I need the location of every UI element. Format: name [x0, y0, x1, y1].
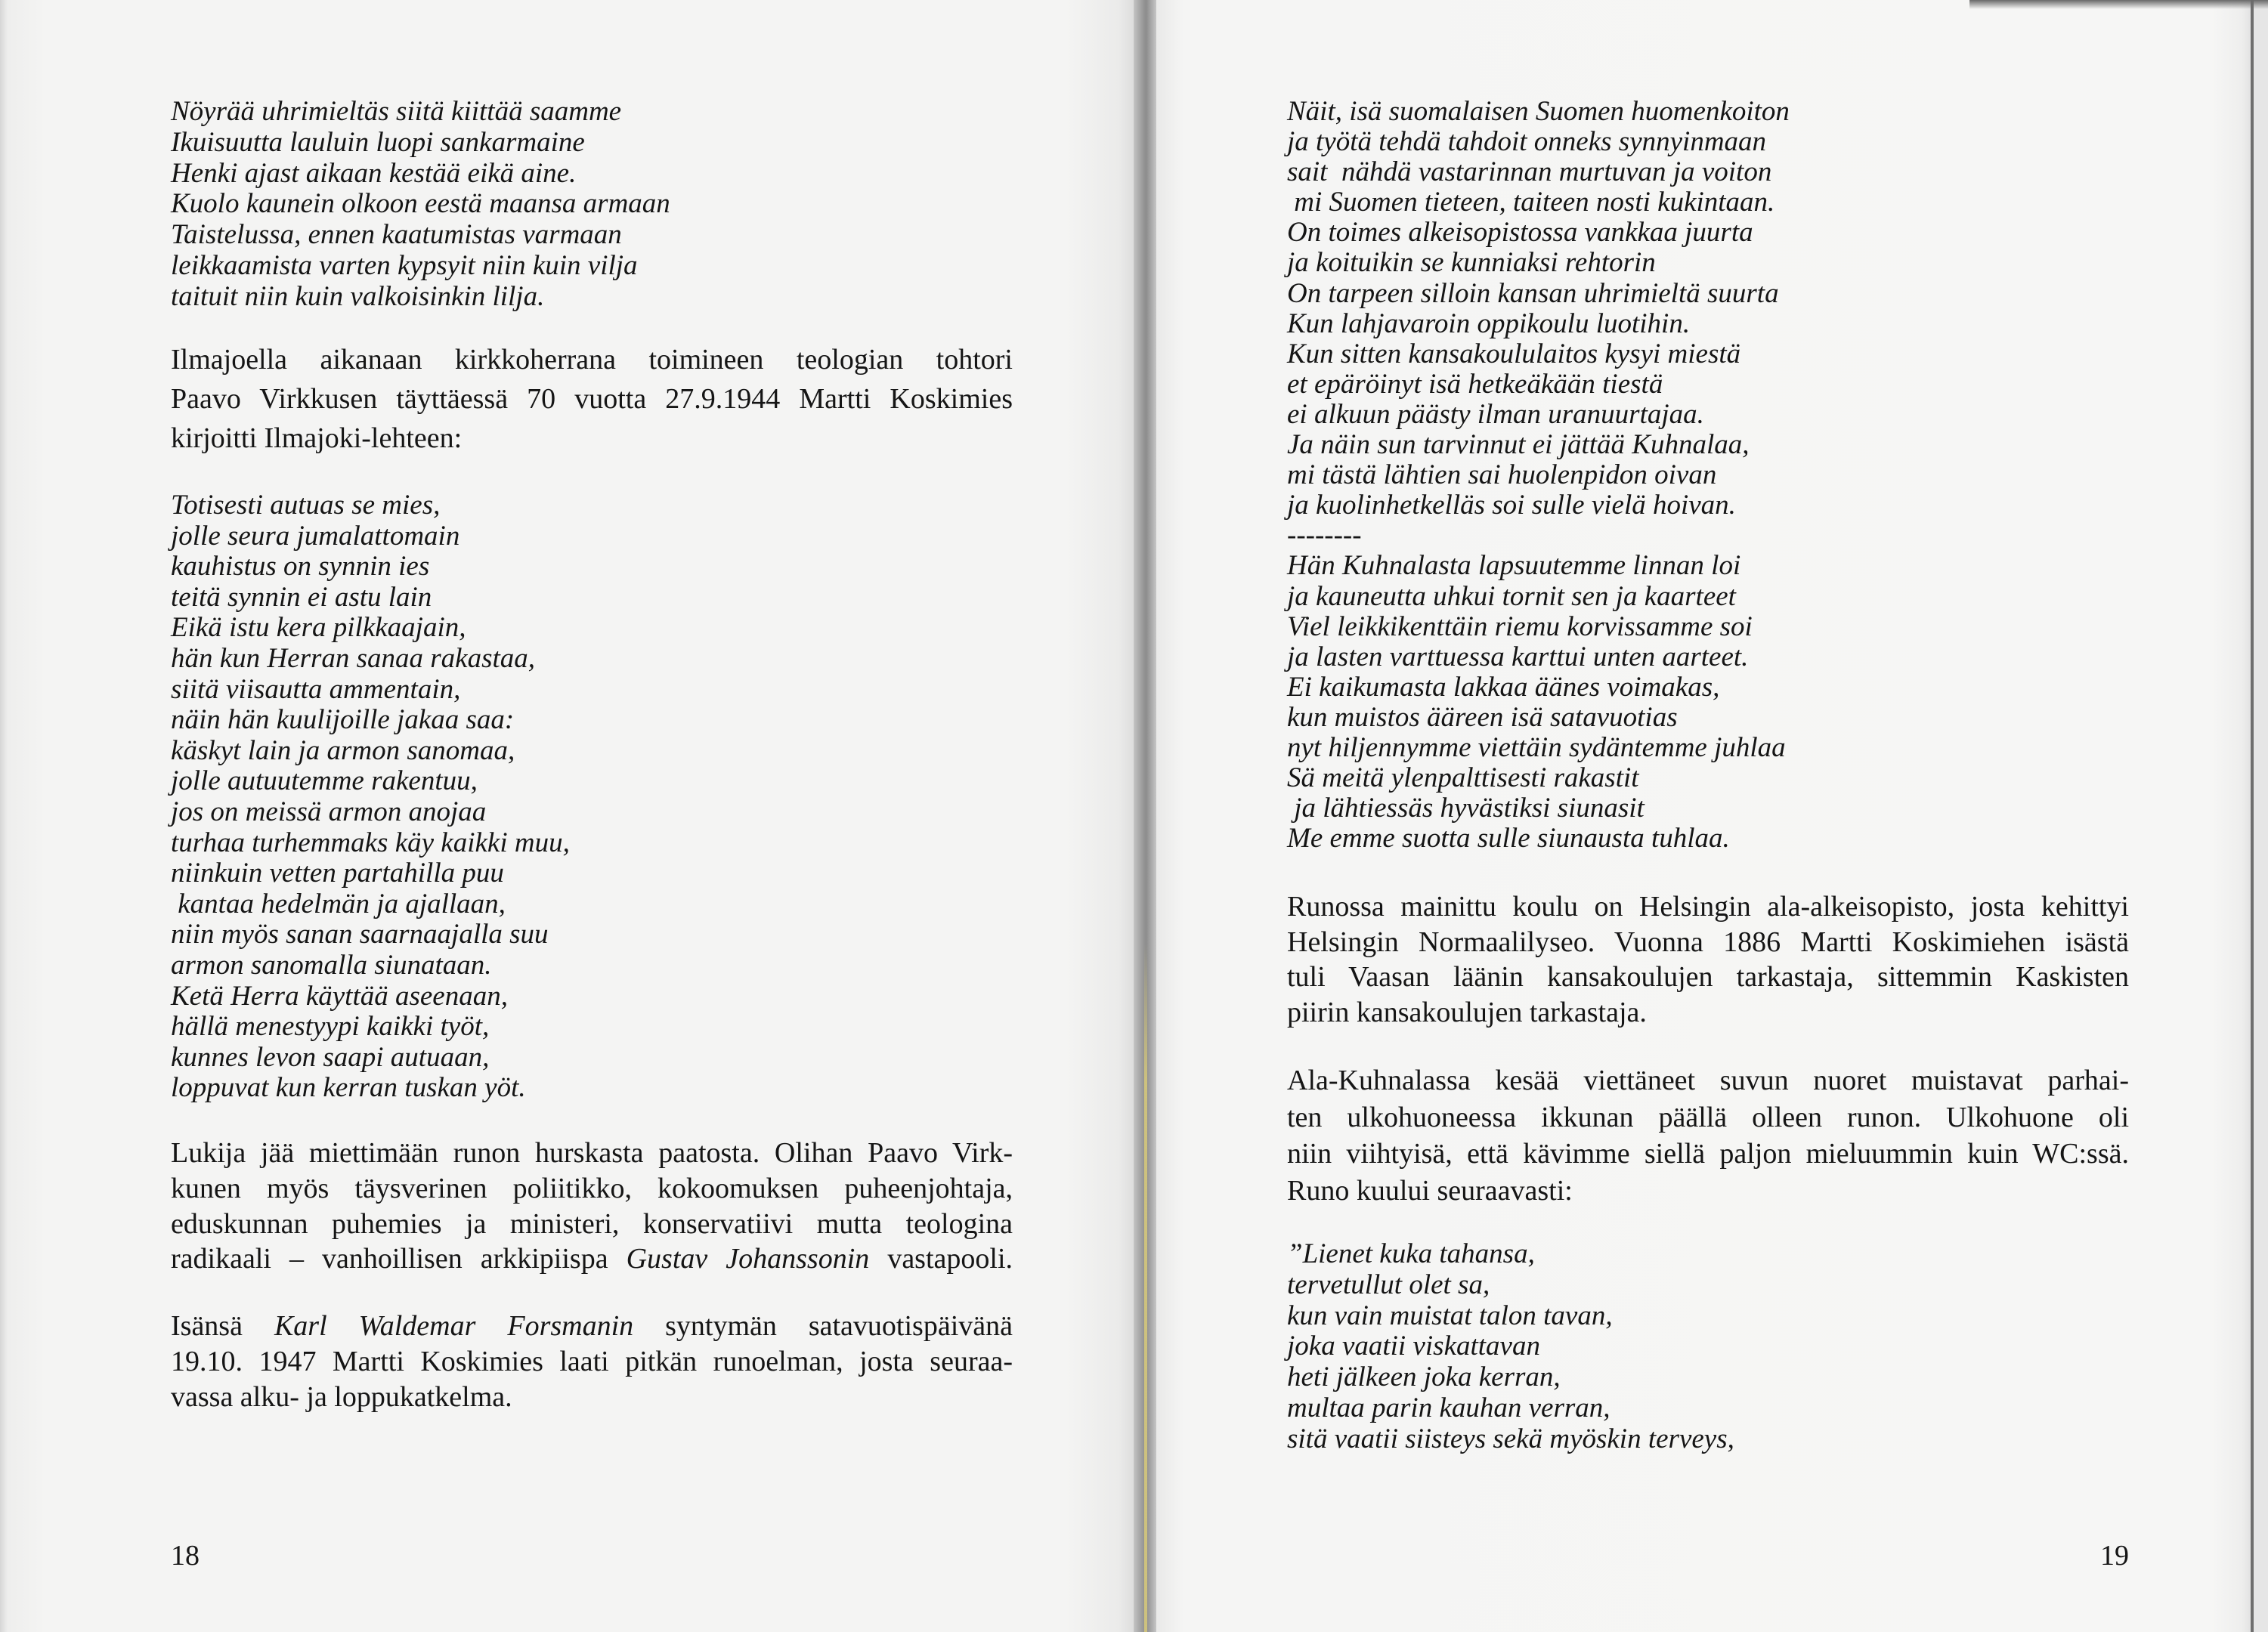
- outhouse-poem: [1287, 1239, 2129, 1455]
- text-segment: Isänsä: [171, 1310, 274, 1342]
- paragraph-line: kirjoitti Ilmajoki-lehteen:: [171, 422, 463, 454]
- page-edge-margin: [2254, 0, 2268, 1632]
- poem-line: Henki ajast aikaan kestää eikä aine.: [171, 157, 577, 189]
- poem-line: niinkuin vetten partahilla puu: [171, 858, 504, 889]
- paragraph-line: kunen myös täysverinen poliitikko, kokoomuksen puheenjohtaja,: [171, 1172, 1013, 1204]
- page-number: 18: [171, 1540, 200, 1572]
- paragraph-line: ten ulkohuoneessa ikkunan päällä olleen runon. Ulkohuone oli: [1287, 1101, 2129, 1133]
- poem-line: jos on meissä armon anojaa: [171, 796, 487, 827]
- poem-line: Eikä istu kera pilkkaajain,: [171, 612, 466, 644]
- paragraph-line: 19.10. 1947 Martti Koskimies laati pitkän runoelman, josta seuraa-: [171, 1345, 1013, 1377]
- paragraph-line: Paavo Virkkusen täyttäessä 70 vuotta 27.9.1944 Martti Koskimies: [171, 383, 1013, 415]
- paragraph-line: [171, 1241, 1013, 1277]
- paragraph-line: Lukija jää miettimään runon hurskasta paatosta. Olihan Paavo Virk-: [171, 1137, 1013, 1169]
- school-paragraph: [1287, 889, 2129, 1030]
- scan-corner-shadow: [1969, 0, 2268, 9]
- poem-line: Ketä Herra käyttää aseenaan,: [171, 980, 508, 1012]
- poem-line: taituit niin kuin valkoisinkin lilja.: [171, 280, 545, 312]
- poem-line: Sä meitä ylenpalttisesti rakastit: [1287, 762, 1639, 794]
- poem-line: käskyt lain ja armon sanomaa,: [171, 734, 515, 766]
- paragraph-line: tuli Vaasan läänin kansakoulujen tarkastaja, sittemmin Kaskisten: [1287, 961, 2129, 994]
- poem-line: kun vain muistat talon tavan,: [1287, 1300, 1613, 1331]
- right-page: [1138, 0, 2268, 1632]
- paragraph-line: eduskunnan puhemies ja ministeri, konservatiivi mutta teologina: [171, 1207, 1013, 1240]
- italic-name: Gustav Johanssonin: [626, 1243, 870, 1275]
- poem-line: Näit, isä suomalaisen Suomen huomenkoiton: [1287, 96, 1790, 127]
- poem-line: Me emme suotta sulle siunausta tuhlaa.: [1287, 823, 1730, 855]
- poem-line: turhaa turhemmaks käy kaikki muu,: [171, 827, 570, 858]
- paragraph-line: Runo kuului seuraavasti:: [1287, 1174, 1573, 1207]
- poem-line: heti jälkeen joka kerran,: [1287, 1362, 1561, 1393]
- text-segment: syntymän satavuotispäivänä: [633, 1310, 1013, 1342]
- poem-line: hällä menestyypi kaikki työt,: [171, 1011, 490, 1043]
- poem-excerpt: [171, 97, 1013, 313]
- poem-line: On toimes alkeisopistossa vankkaa juurta: [1287, 217, 1753, 249]
- poem-line: kun muistos ääreen isä satavuotias: [1287, 701, 1678, 733]
- poem-line: Hän Kuhnalasta lapsuutemme linnan loi: [1287, 550, 1741, 582]
- paragraph-line: Ala-Kuhnalassa kesää viettäneet suvun nuoret muistavat parhai-: [1287, 1065, 2129, 1096]
- poem-line: leikkaamista varten kypsyit niin kuin vilja: [171, 249, 638, 281]
- poem-line: Taistelussa, ennen kaatumistas varmaan: [171, 219, 622, 251]
- commentary-paragraph: [171, 1136, 1013, 1277]
- poem-line: Totisesti autuas se mies,: [171, 490, 441, 521]
- poem-line: näin hän kuulijoille jakaa saa:: [171, 704, 515, 736]
- poem-line: ja koituikin se kunniaksi rehtorin: [1287, 247, 1656, 279]
- poem-line: Viel leikkikenttäin riemu korvissamme soi: [1287, 610, 1753, 642]
- poem-line: sait nähdä vastarinnan murtuvan ja voiton: [1287, 156, 1772, 188]
- poem-line: kantaa hedelmän ja ajallaan,: [171, 888, 506, 920]
- poem-line: ja kuolinhetkelläs soi sulle vielä hoivan.: [1287, 490, 1736, 521]
- poem-line: mi tästä lähtien sai huolenpidon oivan: [1287, 459, 1717, 491]
- poem-line: multaa parin kauhan verran,: [1287, 1392, 1610, 1423]
- paragraph-line: Ilmajoella aikanaan kirkkoherrana toimineen teologian tohtori: [171, 344, 1013, 376]
- poem-line: tervetullut olet sa,: [1287, 1269, 1490, 1300]
- poem-line: kauhistus on synnin ies: [171, 551, 430, 583]
- poem-line: kunnes levon saapi autuaan,: [171, 1041, 490, 1073]
- poem-line: jolle seura jumalattomain: [171, 520, 460, 552]
- poem-line: ja lasten varttuessa karttui unten aarteet.: [1287, 641, 1749, 672]
- birthday-poem: [171, 490, 1013, 1104]
- italic-name: Karl Waldemar Forsmanin: [274, 1310, 634, 1342]
- poem-line: hän kun Herran sanaa rakastaa,: [171, 642, 536, 674]
- poem-line: Kun sitten kansakoululaitos kysyi miestä: [1287, 338, 1741, 369]
- poem-line: teitä synnin ei astu lain: [171, 581, 432, 613]
- poem-line: ja lähtiessäs hyvästiksi siunasit: [1287, 793, 1645, 824]
- poem-line: siitä viisautta ammentain,: [171, 673, 461, 705]
- poem-line: sitä vaatii siisteys sekä myöskin terveys,: [1287, 1423, 1734, 1454]
- page-number: 19: [2100, 1540, 2129, 1572]
- poem-line: nyt hiljennymme viettäin sydäntemme juhlaa: [1287, 731, 1786, 763]
- paragraph-line: vassa alku- ja loppukatkelma.: [171, 1380, 512, 1413]
- text-segment: vastapooli.: [869, 1243, 1013, 1275]
- poem-line: --------: [1287, 520, 1362, 552]
- poem-line: joka vaatii viskattavan: [1287, 1331, 1540, 1362]
- poem-line: ”Lienet kuka tahansa,: [1287, 1238, 1535, 1269]
- poem-line: Nöyrää uhrimieltäs siitä kiittää saamme: [171, 96, 622, 127]
- paragraph-line: piirin kansakoulujen tarkastaja.: [1287, 996, 1647, 1028]
- text-segment: radikaali – vanhoillisen arkkipiispa: [171, 1243, 627, 1275]
- poem-line: niin myös sanan saarnaajalla suu: [171, 919, 549, 950]
- paragraph-line: niin viihtyisä, että kävimme siellä paljon mieluummin kuin WC:ssä.: [1287, 1138, 2129, 1170]
- poem-line: On tarpeen silloin kansan uhrimieltä suurta: [1287, 277, 1779, 309]
- poem-line: armon sanomalla siunataan.: [171, 949, 492, 981]
- poem-line: ja kauneutta uhkui tornit sen ja kaarteet: [1287, 580, 1736, 612]
- poem-line: Ja näin sun tarvinnut ei jättää Kuhnalaa,: [1287, 429, 1750, 461]
- paragraph-line: Helsingin Normaalilyseo. Vuonna 1886 Martti Koskimiehen isästä: [1287, 926, 2129, 958]
- poem-line: ja työtä tehdä tahdoit onneks synnyinmaan: [1287, 126, 1767, 158]
- poem-line: mi Suomen tieteen, taiteen nosti kukintaan.: [1287, 187, 1775, 218]
- poem-line: ei alkuun päästy ilman uranuurtajaa.: [1287, 398, 1704, 430]
- poem-line: Ei kaikumasta lakkaa äänes voimakas,: [1287, 671, 1720, 703]
- paragraph-line: Runossa mainittu koulu on Helsingin ala-alkeisopisto, josta kehittyi: [1287, 891, 2129, 923]
- paragraph-line: [171, 1309, 1013, 1344]
- poem-line: Ikuisuutta lauluin luopi sankarmaine: [171, 126, 585, 158]
- poem-line: jolle autuutemme rakentuu,: [171, 765, 478, 797]
- poem-line: Kun lahjavaroin oppikoulu luotihin.: [1287, 308, 1691, 339]
- intro-paragraph: [171, 340, 1013, 458]
- poem-line: et epäröinyt isä hetkeäkään tiestä: [1287, 368, 1663, 400]
- outhouse-paragraph: [1287, 1062, 2129, 1209]
- poem-line: loppuvat kun kerran tuskan yöt.: [171, 1072, 526, 1104]
- centenary-paragraph: [171, 1309, 1013, 1415]
- poem-line: Kuolo kaunein olkoon eestä maansa armaan: [171, 188, 670, 220]
- centenary-poem: [1287, 97, 2129, 854]
- spine-streak: [1144, 944, 1147, 1632]
